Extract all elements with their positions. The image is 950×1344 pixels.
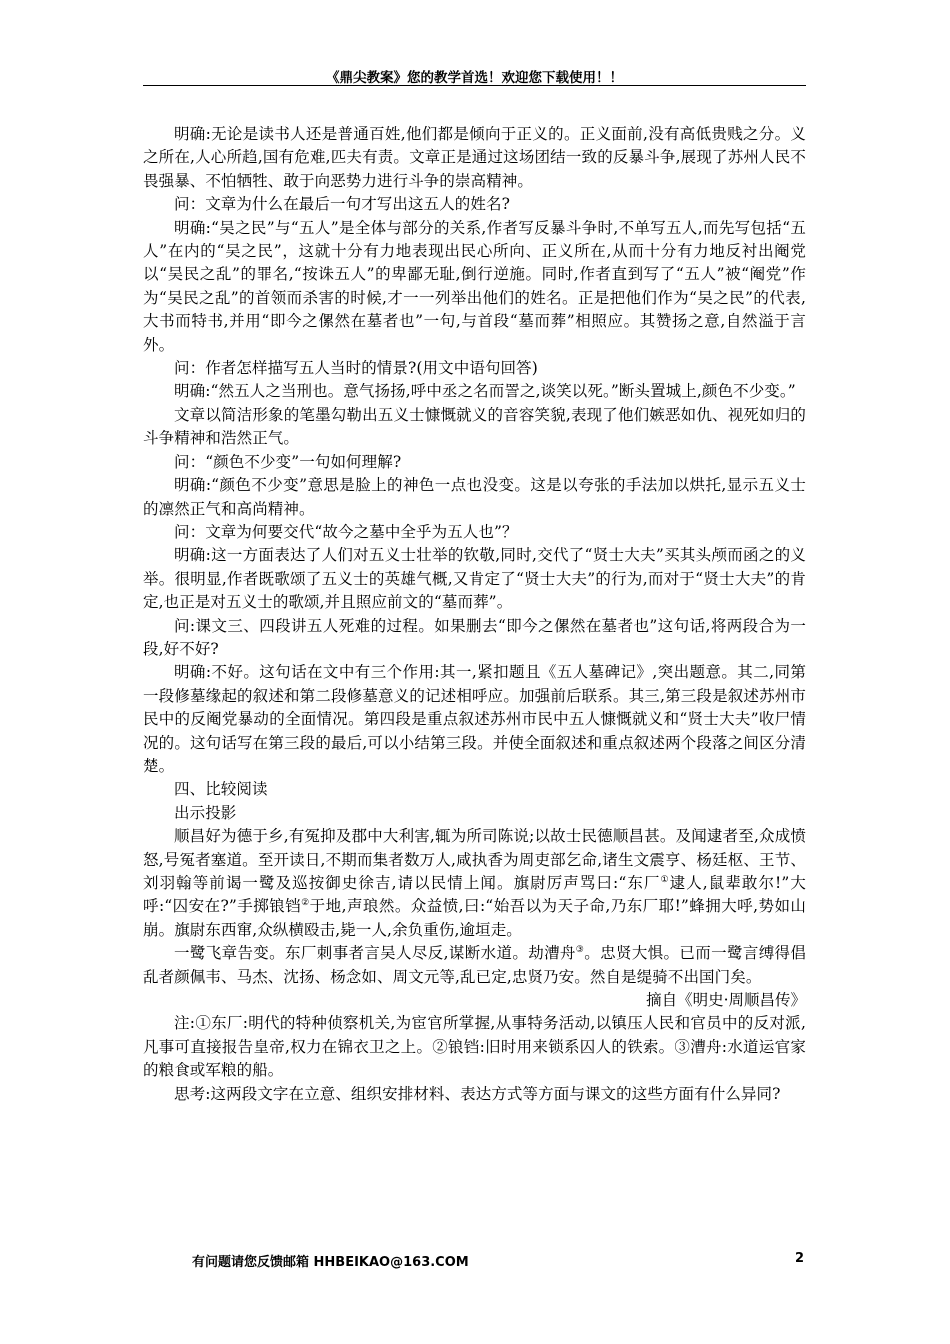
question-paragraph: 问:课文三、四段讲五人死难的过程。如果删去“即今之傫然在墓者也”这句话,将两段合为一段,好不好? [143, 616, 806, 658]
question-paragraph: 问：作者怎样描写五人当时的情景?(用文中语句回答) [174, 359, 538, 378]
notes-paragraph: 注:①东厂:明代的特种侦察机关,为宦官所掌握,从事特务活动,以镇压人民和官员中的反对派,凡事可直接报告皇帝,权力在锦衣卫之上。②锒铛:旧时用来锁系囚人的铁索。③漕舟:水道运官家的粮食或军粮的船。 [143, 1014, 806, 1080]
passage-text: 于地,声琅然。众益愤,曰:“始吾以为天子命,乃东厂耶!”蜂拥大呼,势如山崩。旗尉东西窜,众纵横殴击,毙一人,余负重伤,逾垣走。 [143, 897, 806, 939]
passage-source: 摘自《明史·周顺昌传》 [646, 991, 806, 1010]
passage-text: 一鹭飞章告变。东厂刺事者言吴人尽反,谋断水道。劫漕舟 [174, 944, 576, 963]
page-number: 2 [795, 1251, 805, 1266]
question-paragraph: 问：“颜色不少变”一句如何理解? [174, 452, 402, 471]
passage-paragraph [143, 825, 806, 942]
question-paragraph: 问：文章为什么在最后一句才写出这五人的姓名? [174, 195, 511, 214]
paragraph: 出示投影 [174, 803, 237, 822]
paragraph: 明确:这一方面表达了人们对五义士壮举的钦敬,同时,交代了“贤士大夫”买其头颅而函之的义举。很明显,作者既歌颂了五义士的英雄气概,又肯定了“贤士大夫”的行为,而对于“贤士大夫”的肯定,也正是对五义士的歌颂,并且照应前文的“墓而葬”。 [143, 546, 806, 612]
footnote-marker: ① [660, 874, 670, 885]
passage-text: 。忠贤大惧。已而一鹭言缚得倡乱者颜佩韦、马杰、沈扬、杨念如、周文元等,乱已定,忠贤乃安。然自是缇骑不出国门矣。 [143, 944, 807, 986]
paragraph: 明确:无论是读书人还是普通百姓,他们都是倾向于正义的。正义面前,没有高低贵贱之分。义之所在,人心所趋,国有危难,匹夫有责。文章正是通过这场团结一致的反暴斗争,展现了苏州人民不畏强暴、不怕牺牲、敢于向恶势力进行斗争的崇高精神。 [143, 125, 806, 190]
page-header-title: 《鼎尖教案》您的教学首选！欢迎您下载使用！！ [326, 70, 623, 86]
question-paragraph: 思考:这两段文字在立意、组织安排材料、表达方式等方面与课文的这些方面有什么异同? [174, 1084, 781, 1103]
footnote-marker: ③ [575, 945, 585, 956]
paragraph: 明确:“然五人之当刑也。意气扬扬,呼中丞之名而詈之,谈笑以死。”断头置城上,颜色不少变。” [174, 382, 796, 401]
paragraph: 明确:“颜色不少变”意思是脸上的神色一点也没变。这是以夸张的手法加以烘托,显示五义士的凛然正气和高尚精神。 [143, 476, 806, 518]
document-body [143, 123, 806, 1106]
paragraph: 明确:不好。这句话在文中有三个作用:其一,紧扣题且《五人墓碑记》,突出题意。其二,同第一段修墓缘起的叙述和第二段修墓意义的记述相呼应。加强前后联系。其三,第三段是叙述苏州市民中的反阉党暴动的全面情况。第四段是重点叙述苏州市民中五人慷慨就义和“贤士大夫”收尸情况的。这句话写在第三段的最后,可以小结第三段。并使全面叙述和重点叙述两个段落之间区分清楚。 [143, 663, 806, 775]
passage-text: 顺昌好为德于乡,有冤抑及郡中大利害,辄为所司陈说;以故士民德顺昌甚。及闻逮者至,众成愤怒,号冤者塞道。至开读日,不期而集者数万人,咸执香为周吏部乞命,诸生文震亨、杨廷枢、王节、刘羽翰等前谒一鹭及巡按御史徐吉,请以民情上闻。旗尉厉声骂曰:“东厂 [143, 827, 806, 892]
footer-feedback: 有问题请您反馈邮箱 HHBEIKAO@163.COM [192, 1255, 469, 1270]
question-paragraph: 问：文章为何要交代“故今之墓中全乎为五人也”？ [174, 522, 518, 541]
passage-paragraph [143, 942, 806, 989]
header-divider [143, 85, 806, 86]
passage-text: 逮人,鼠辈敢尔!”大呼:“囚安在?”手掷锒铛 [143, 874, 806, 916]
section-heading: 四、比较阅读 [174, 780, 268, 799]
paragraph: 文章以简洁形象的笔墨勾勒出五义士慷慨就义的音容笑貌,表现了他们嫉恶如仇、视死如归的斗争精神和浩然正气。 [143, 405, 806, 448]
footnote-marker: ② [301, 898, 310, 909]
paragraph: 明确:“吴之民”与“五人”是全体与部分的关系,作者写反暴斗争时,不单写五人,而先写包括“五人”在内的“吴之民”，这就十分有力地表现出民心所向、正义所在,从而十分有力地反衬出阉党以“吴民之乱”的罪名,“按诛五人”的卑鄙无耻,倒行逆施。同时,作者直到写了“五人”被“阉党”作为“吴民之乱”的首领而杀害的时候,才一一列举出他们的姓名。正是把他们作为“吴之民”的代表,大书而特书,并用“即今之傫然在墓者也”一句,与首段“墓而葬”相照应。其赞扬之意,自然溢于言外。 [143, 218, 806, 354]
